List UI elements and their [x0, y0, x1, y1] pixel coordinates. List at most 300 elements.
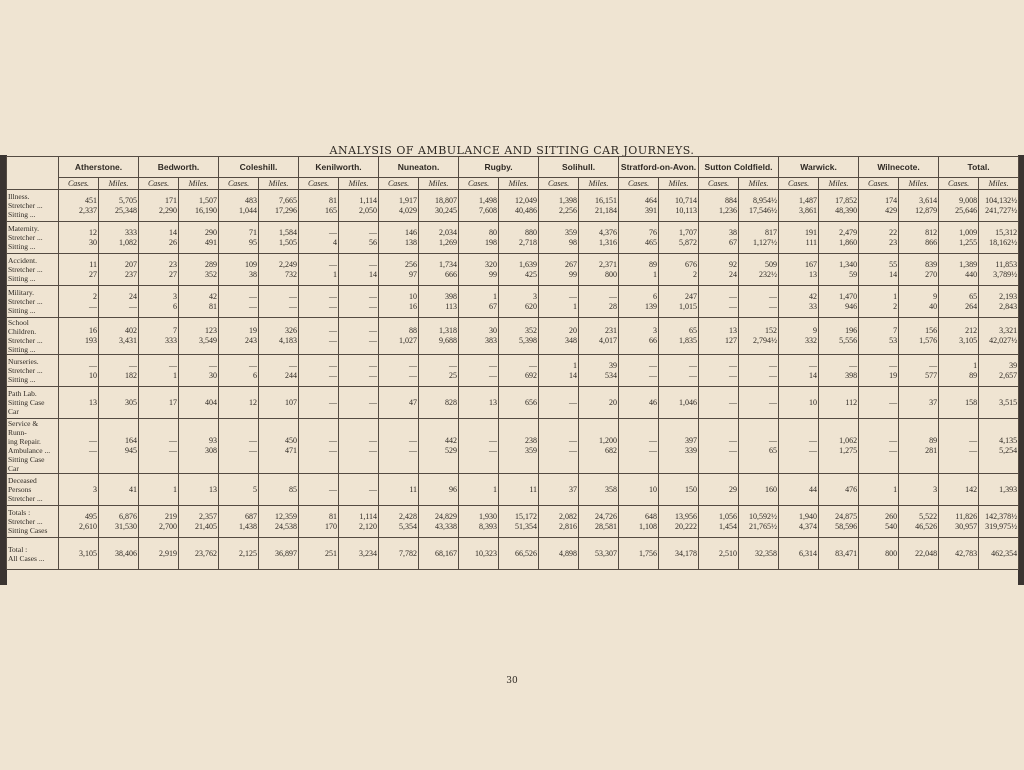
row-label-line: Ambulance ... [8, 446, 51, 455]
cell-value: 402 [125, 326, 138, 335]
cell-value: 170 [325, 521, 338, 531]
cell-value: 37 [929, 397, 938, 407]
cell-value: 10 [649, 484, 658, 494]
cell-value: 17,546½ [749, 205, 778, 215]
cell-value: 40 [929, 301, 938, 311]
cell-value: 38,406 [115, 548, 138, 558]
cell-value: 4,029 [399, 205, 418, 215]
cell-value: 2,290 [159, 205, 178, 215]
table-cell [139, 419, 179, 474]
table-cell [459, 286, 499, 318]
cell-value: — [329, 484, 338, 494]
cell-value: 219 [165, 511, 178, 521]
table-cell [699, 506, 739, 538]
cell-value: 348 [565, 336, 578, 345]
cell-value: 4,374 [799, 521, 818, 531]
table-cell [499, 254, 539, 286]
cell-value: 9,688 [439, 336, 458, 345]
table-cell [419, 190, 459, 222]
table-cell [979, 506, 1019, 538]
cell-value: 440 [965, 269, 978, 279]
table-cell [899, 506, 939, 538]
table-cell [939, 190, 979, 222]
cell-value: 16,190 [195, 205, 218, 215]
cell-value: 866 [925, 237, 938, 247]
cell-value: 16 [409, 301, 418, 311]
cell-value: 358 [605, 484, 618, 494]
table-cell [939, 254, 979, 286]
row-label-line: Deceased Persons [8, 476, 37, 494]
header-corner [7, 157, 59, 190]
cell-value: 89 [929, 436, 938, 445]
cell-value: 13 [89, 397, 97, 407]
cell-value: 1,015 [679, 301, 698, 311]
table-cell [659, 474, 699, 506]
cell-value: 19 [249, 326, 258, 335]
cell-value: 48,390 [835, 205, 858, 215]
table-cell [499, 318, 539, 355]
table-cell [579, 355, 619, 387]
cell-value: 59 [849, 269, 858, 279]
row-label-line: Sitting Cases [8, 526, 48, 535]
cell-value: 1,505 [279, 237, 298, 247]
cell-value: 146 [405, 227, 418, 237]
row-label-line: Stretcher ... [8, 265, 43, 274]
cell-value: — [409, 360, 418, 370]
table-cell [859, 538, 899, 570]
cell-value: 6 [653, 291, 658, 301]
cell-value: 10,592½ [749, 511, 778, 521]
column-header-town: Stratford-on-Avon. [619, 157, 699, 178]
cell-value: — [369, 291, 378, 301]
cell-value: — [569, 436, 578, 445]
cell-value: — [249, 446, 258, 455]
table-cell [979, 222, 1019, 254]
table-cell [619, 419, 659, 474]
cell-value: 3,105 [79, 548, 97, 558]
table-row [7, 318, 1019, 355]
cell-value: 687 [245, 511, 258, 521]
table-cell [819, 355, 859, 387]
table-cell [499, 506, 539, 538]
table-cell [699, 286, 739, 318]
table-cell [899, 538, 939, 570]
cell-value: 58,596 [835, 521, 858, 531]
cell-value: — [489, 370, 498, 380]
column-header-town: Atherstone. [59, 157, 139, 178]
cell-value: 17,296 [275, 205, 298, 215]
cell-value: 31,530 [115, 521, 138, 531]
cell-value: 67 [489, 301, 498, 311]
cell-value: — [689, 360, 698, 370]
cell-value: 33 [809, 301, 818, 311]
table-cell [659, 286, 699, 318]
cell-value: — [249, 436, 258, 445]
cell-value: 21,184 [595, 205, 618, 215]
cell-value: 1,114 [359, 195, 378, 205]
cell-value: 14 [809, 370, 818, 380]
cell-value: — [769, 291, 778, 301]
table-cell [819, 318, 859, 355]
cell-value: 3 [173, 291, 178, 301]
table-cell [419, 355, 459, 387]
table-cell [379, 222, 419, 254]
cell-value: 5,354 [399, 521, 418, 531]
cell-value: — [249, 301, 258, 311]
cell-value: — [649, 436, 658, 445]
table-cell [539, 318, 579, 355]
cell-value: 1,584 [279, 227, 298, 237]
cell-value: 46 [649, 397, 658, 407]
cell-value: — [529, 360, 538, 370]
table-cell [459, 222, 499, 254]
cell-value: 2,610 [79, 521, 97, 531]
cell-value: 16,151 [595, 195, 618, 205]
table-cell [579, 222, 619, 254]
table-cell [259, 190, 299, 222]
cell-value: — [649, 370, 658, 380]
cell-value: 53 [889, 336, 898, 345]
table-cell [659, 355, 699, 387]
table-cell [179, 506, 219, 538]
cell-value: 89 [649, 259, 658, 269]
cell-value: 36,897 [275, 548, 298, 558]
cell-value: 3,105 [959, 336, 978, 345]
table-cell [299, 538, 339, 570]
table-cell [819, 419, 859, 474]
table-cell [379, 387, 419, 419]
cell-value: 27 [89, 269, 97, 279]
cell-value: 3,431 [119, 336, 138, 345]
table-cell [739, 355, 779, 387]
cell-value: 333 [125, 227, 138, 237]
cell-value: 171 [165, 195, 178, 205]
cell-value: 1,639 [519, 259, 538, 269]
table-cell [379, 318, 419, 355]
subheader-cases: Cases. [939, 178, 979, 190]
cell-value: 1,470 [839, 291, 858, 301]
table-cell [219, 474, 259, 506]
cell-value: — [649, 360, 658, 370]
table-cell [259, 506, 299, 538]
cell-value: 55 [889, 259, 898, 269]
page-number: 30 [506, 676, 518, 686]
cell-value: 109 [245, 259, 258, 269]
cell-value: 1,707 [679, 227, 698, 237]
table-row [7, 538, 1019, 570]
cell-value: 462,354 [991, 548, 1018, 558]
table-cell [739, 190, 779, 222]
column-header-town: Sutton Coldfield. [699, 157, 779, 178]
cell-value: — [169, 436, 178, 445]
cell-value: 13,956 [675, 511, 698, 521]
table-cell [779, 222, 819, 254]
cell-value: 25 [449, 370, 458, 380]
table-cell [979, 190, 1019, 222]
cell-value: 9 [813, 326, 818, 335]
subheader-miles: Miles. [739, 178, 779, 190]
cell-value: — [129, 301, 138, 311]
cell-value: 3 [653, 326, 658, 335]
cell-value: 247 [685, 291, 698, 301]
cell-value: 4,135 [999, 436, 1018, 445]
table-cell [299, 190, 339, 222]
row-label-line: ing Repair. [8, 437, 41, 446]
cell-value: 104,132½ [985, 195, 1018, 205]
cell-value: 1,108 [639, 521, 658, 531]
subheader-miles: Miles. [259, 178, 299, 190]
cell-value: 1,389 [959, 259, 978, 269]
table-cell [419, 506, 459, 538]
row-label [7, 474, 59, 506]
table-cell [939, 538, 979, 570]
cell-value: — [489, 360, 498, 370]
table-cell [659, 538, 699, 570]
table-cell [899, 387, 939, 419]
cell-value: 2 [93, 291, 97, 301]
cell-value: 7,608 [479, 205, 498, 215]
cell-value: 13 [489, 397, 498, 407]
subheader-cases: Cases. [59, 178, 99, 190]
subheader-miles: Miles. [419, 178, 459, 190]
table-cell [499, 222, 539, 254]
subheader-cases: Cases. [459, 178, 499, 190]
table-cell [579, 474, 619, 506]
cell-value: 12,879 [915, 205, 938, 215]
cell-value: 1,917 [399, 195, 418, 205]
table-cell [939, 286, 979, 318]
table-cell [619, 190, 659, 222]
cell-value: 11 [89, 259, 97, 269]
cell-value: 6,314 [799, 548, 818, 558]
cell-value: 352 [205, 269, 218, 279]
table-cell [219, 318, 259, 355]
cell-value: 817 [765, 227, 778, 237]
table-cell [179, 474, 219, 506]
table-cell [859, 506, 899, 538]
cell-value: 42,027½ [989, 336, 1018, 345]
cell-value: 11,826 [955, 511, 978, 521]
cell-value: 2,256 [559, 205, 578, 215]
cell-value: 404 [205, 397, 218, 407]
cell-value: 2,700 [159, 521, 178, 531]
cell-value: — [329, 291, 338, 301]
cell-value: 83,471 [835, 548, 858, 558]
cell-value: 3,515 [999, 397, 1018, 407]
cell-value: 23,762 [195, 548, 218, 558]
table-cell [939, 474, 979, 506]
cell-value: 4,376 [599, 227, 618, 237]
subheader-miles: Miles. [339, 178, 379, 190]
cell-value: 1,056 [719, 511, 738, 521]
table-row [7, 474, 1019, 506]
cell-value: 38 [729, 227, 738, 237]
table-cell [859, 474, 899, 506]
table-cell [59, 387, 99, 419]
cell-value: — [889, 397, 898, 407]
subheader-row [7, 178, 1019, 190]
cell-value: 21,765½ [749, 521, 778, 531]
table-cell [259, 538, 299, 570]
cell-value: 46,526 [915, 521, 938, 531]
row-label-line: Totals : [8, 508, 31, 517]
cell-value: 10 [809, 397, 818, 407]
table-cell [859, 286, 899, 318]
column-header-town: Warwick. [779, 157, 859, 178]
cell-value: 191 [805, 227, 818, 237]
cell-value: — [729, 397, 738, 407]
cell-value: 243 [245, 336, 258, 345]
cell-value: 42 [209, 291, 218, 301]
cell-value: — [769, 360, 778, 370]
table-cell [499, 387, 539, 419]
cell-value: 26 [169, 237, 178, 247]
table-cell [779, 419, 819, 474]
table-cell [99, 222, 139, 254]
cell-value: 256 [405, 259, 418, 269]
table-cell [579, 538, 619, 570]
table-cell [339, 254, 379, 286]
cell-value: 96 [449, 484, 458, 494]
cell-value: 1 [573, 301, 578, 311]
table-cell [499, 286, 539, 318]
cell-value: 22,048 [915, 548, 938, 558]
cell-value: 464 [645, 195, 658, 205]
cell-value: 319,975½ [985, 521, 1018, 531]
table-cell [99, 506, 139, 538]
table-cell [539, 355, 579, 387]
cell-value: — [569, 291, 578, 301]
subheader-miles: Miles. [499, 178, 539, 190]
cell-value: — [369, 370, 378, 380]
row-label-line: Stretcher ... [8, 517, 43, 526]
row-label-line: Stretcher ... [8, 336, 43, 345]
cell-value: 8,954½ [753, 195, 778, 205]
cell-value: 429 [885, 205, 898, 215]
journeys-table [6, 156, 1019, 570]
table-cell [979, 286, 1019, 318]
table-cell [139, 387, 179, 419]
subheader-cases: Cases. [699, 178, 739, 190]
cell-value: 1,507 [199, 195, 218, 205]
cell-value: 1,930 [479, 511, 498, 521]
cell-value: — [569, 446, 578, 455]
table-cell [339, 355, 379, 387]
subheader-cases: Cases. [539, 178, 579, 190]
cell-value: — [489, 436, 498, 445]
cell-value: — [729, 301, 738, 311]
table-cell [619, 355, 659, 387]
cell-value: — [329, 360, 338, 370]
table-cell [819, 222, 859, 254]
table-cell [939, 419, 979, 474]
cell-value: 465 [645, 237, 658, 247]
table-cell [859, 190, 899, 222]
cell-value: 383 [485, 336, 498, 345]
cell-value: 15,312 [995, 227, 1018, 237]
table-cell [339, 190, 379, 222]
cell-value: — [369, 436, 378, 445]
cell-value: — [369, 259, 378, 269]
cell-value: 1,734 [439, 259, 458, 269]
table-cell [299, 254, 339, 286]
table-cell [379, 286, 419, 318]
table-cell [219, 254, 259, 286]
cell-value: 53,307 [595, 548, 618, 558]
column-header-town: Solihull. [539, 157, 619, 178]
cell-value: 2,428 [399, 511, 418, 521]
cell-value: 30,957 [955, 521, 978, 531]
row-label-line: Stretcher ... [8, 494, 43, 503]
table-cell [979, 254, 1019, 286]
table-cell [659, 506, 699, 538]
table-cell [819, 286, 859, 318]
table-cell [539, 286, 579, 318]
table-cell [459, 506, 499, 538]
cell-value: 9,008 [959, 195, 978, 205]
row-label-line: Sitting ... [8, 306, 36, 315]
cell-value: — [609, 291, 618, 301]
cell-value: 231 [605, 326, 618, 335]
cell-value: — [969, 446, 978, 455]
cell-value: — [209, 360, 218, 370]
table-cell [539, 419, 579, 474]
subheader-miles: Miles. [99, 178, 139, 190]
cell-value: 946 [845, 301, 858, 311]
table-cell [659, 318, 699, 355]
cell-value: 34,178 [675, 548, 698, 558]
table-cell [459, 254, 499, 286]
cell-value: 6 [253, 370, 258, 380]
cell-value: — [729, 446, 738, 455]
cell-value: 450 [285, 436, 298, 445]
table-cell [179, 190, 219, 222]
table-cell [659, 254, 699, 286]
cell-value: 577 [925, 370, 938, 380]
cell-value: 6 [173, 301, 178, 311]
cell-value: 165 [325, 205, 338, 215]
table-cell [59, 355, 99, 387]
cell-value: — [329, 446, 338, 455]
table-cell [699, 222, 739, 254]
subheader-miles: Miles. [179, 178, 219, 190]
cell-value: — [729, 370, 738, 380]
cell-value: — [729, 291, 738, 301]
cell-value: — [289, 291, 298, 301]
subheader-cases: Cases. [779, 178, 819, 190]
cell-value: — [369, 397, 378, 407]
table-cell [739, 419, 779, 474]
table-cell [59, 419, 99, 474]
cell-value: 32,358 [755, 548, 778, 558]
cell-value: — [329, 397, 338, 407]
table-cell [139, 506, 179, 538]
table-cell [339, 318, 379, 355]
cell-value: 12 [89, 227, 97, 237]
table-cell [779, 355, 819, 387]
column-header-town: Total. [939, 157, 1019, 178]
table-cell [659, 190, 699, 222]
table-cell [179, 318, 219, 355]
cell-value: — [889, 360, 898, 370]
table-cell [819, 387, 859, 419]
cell-value: 158 [965, 397, 978, 407]
cell-value: 30 [489, 326, 498, 335]
cell-value: 68,167 [435, 548, 458, 558]
table-cell [579, 254, 619, 286]
table-cell [539, 222, 579, 254]
table-cell [779, 318, 819, 355]
